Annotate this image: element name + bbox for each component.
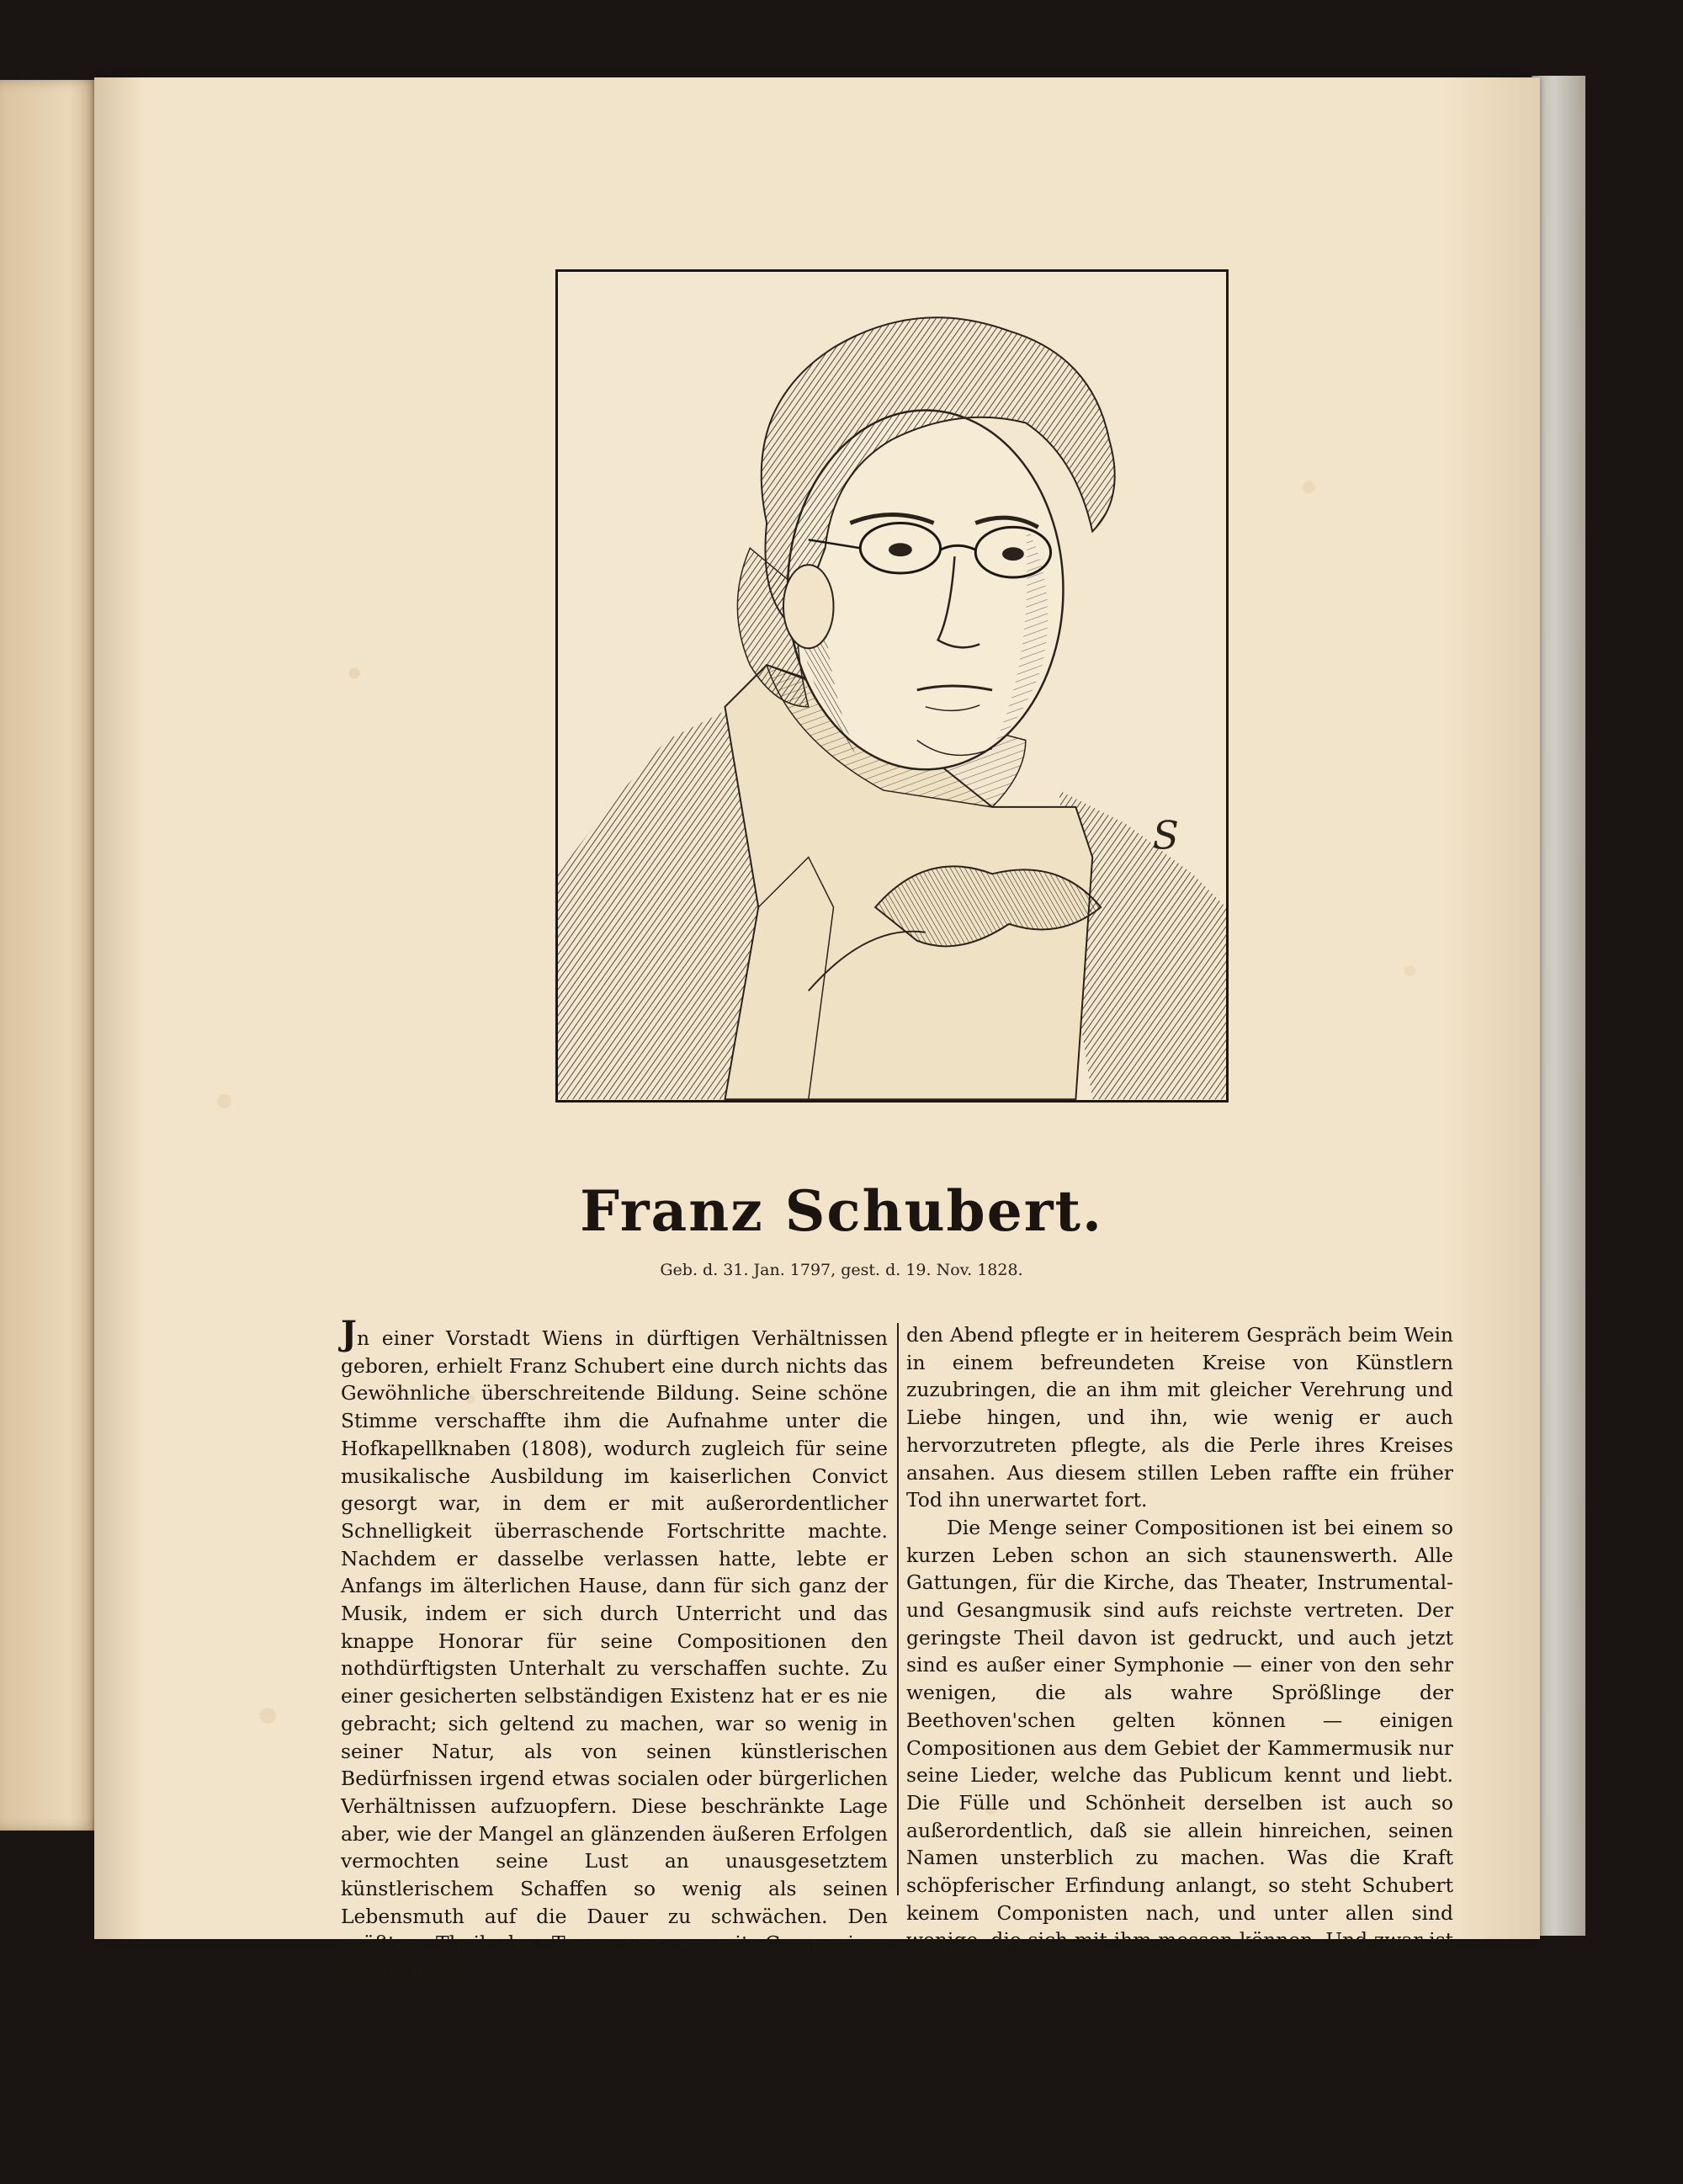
portrait-illustration	[558, 272, 1226, 1100]
dropcap: J	[341, 1314, 357, 1353]
text-column-right	[906, 1321, 1453, 1982]
article-title: Franz Schubert.	[580, 1178, 1103, 1244]
portrait-engraving	[555, 269, 1229, 1103]
article-subtitle-dates: Geb. d. 31. Jan. 1797, gest. d. 19. Nov. 1828.	[660, 1261, 1023, 1279]
paragraph-left-text: n einer Vorstadt Wiens in dürftigen Verhältnissen geboren, erhielt Franz Schubert eine durch nichts das Gewöhnliche überschreitende Bildung. Seine schöne Stimme verschaffte ihm die Aufnahme unter die Hofkapellknaben (1808), wodurch zugleich für seine musikalische Ausbildung im kaiserlichen Convict gesorgt war, in dem er mit außerordentlicher Schnelligkeit überraschende Fortschritte machte. Nachdem er dasselbe verlassen hatte, lebte er Anfangs im älterlichen Hause, dann für sich ganz der Musik, indem er sich durch Unterricht und das knappe Honorar für seine Compositionen den nothdürftigsten Unterhalt zu verschaffen suchte. Zu einer gesicherten selbständigen Existenz hat er es nie gebracht; sich geltend zu machen, war so wenig in seiner Natur, als von seinen künstlerischen Bedürfnissen irgend etwas socialen oder bürgerlichen Verhältnissen aufzuopfern. Diese beschränkte Lage aber, wie der Mangel an glänzenden äußeren Erfolgen vermochten seine Lust an unausgesetztem künstlerischem Schaffen so wenig als seinen Lebensmuth auf die Dauer zu schwächen. Den größten Theil des Tages war er mit Componiren beschäftigt,	[341, 1326, 888, 1984]
paragraph-left	[341, 1314, 888, 1985]
column-divider	[897, 1323, 899, 1895]
paragraph-right-2: Die Menge seiner Compositionen ist bei einem so kurzen Leben schon an sich staunenswerth. Alle Gattungen, für die Kirche, das Theater, Instrumental- und Gesangmusik sind aufs reichste vertreten. Der geringste Theil davon ist gedruckt, und auch jetzt sind es außer einer Symphonie — einer von den sehr wenigen, die als wahre Sprößlinge der Beethoven'schen gelten können — einigen Compositionen aus dem Gebiet der Kammermusik nur seine Lieder, welche das Publicum kennt und liebt. Die Fülle und Schönheit derselben ist auch so außerordentlich, daß sie allein hinreichen, seinen Namen unsterblich zu machen. Was die Kraft schöpferischer Erfindung anlangt, so steht Schubert keinem Componisten nach, und unter allen sind wenige, die sich mit ihm messen können. Und zwar ist es nicht	[906, 1515, 1453, 1980]
text-column-left	[341, 1314, 888, 1985]
paragraph-right-1: den Abend pflegte er in heiterem Gespräch beim Wein in einem befreundeten Kreise von Künstlern zuzubringen, die an ihm mit gleicher Verehrung und Liebe hingen, und ihn, wie wenig er auch hervorzutreten pflegte, als die Perle ihres Kreises ansahen. Aus diesem stillen Leben raffte ein früher Tod ihn unerwartet fort.	[906, 1323, 1453, 1512]
left-facing-page	[0, 80, 99, 1831]
engraver-signature: S	[1152, 813, 1179, 858]
